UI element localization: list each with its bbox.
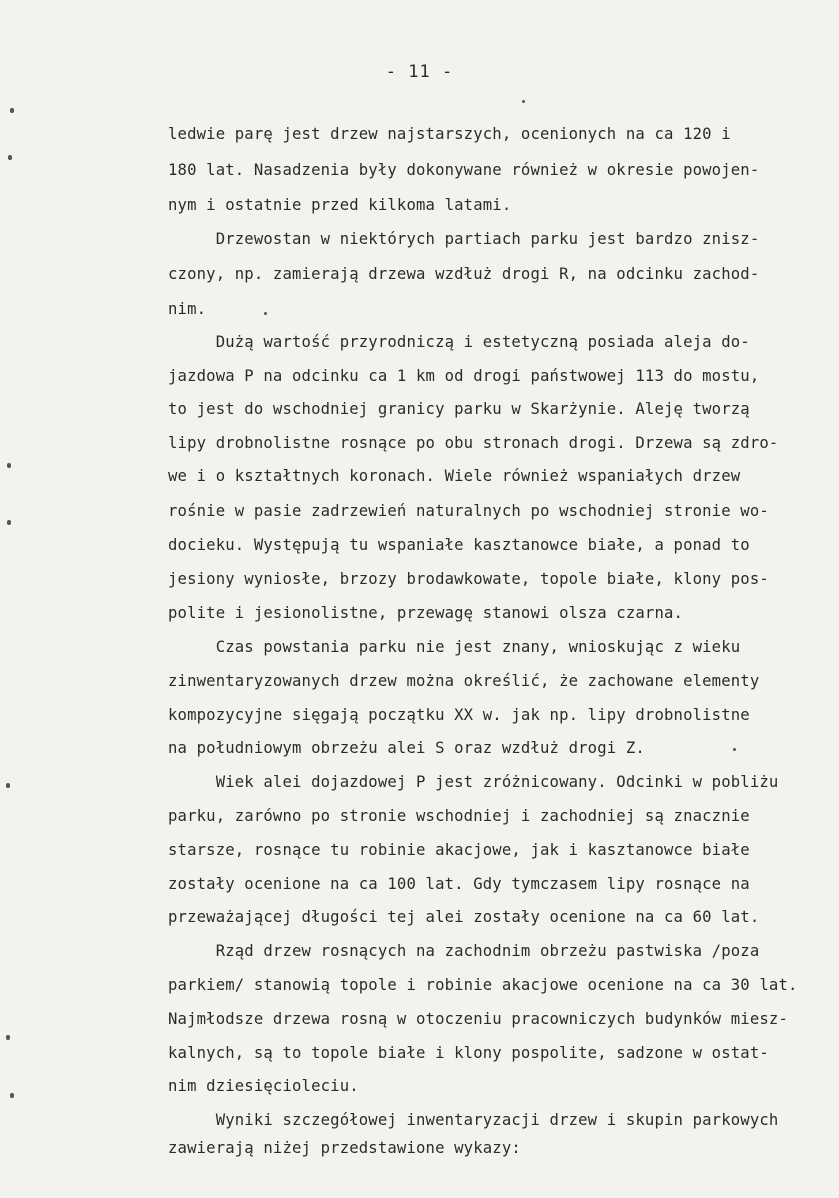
text-line: jazdowa P na odcinku ca 1 km od drogi państwowej 113 do mostu, [168, 367, 760, 385]
text-line: Wiek alei dojazdowej P jest zróżnicowany. Odcinki w pobliżu [168, 773, 779, 791]
scan-speck [6, 783, 10, 788]
text-line: przeważającej długości tej alei zostały ocenione na ca 60 lat. [168, 908, 760, 926]
text-line: na południowym obrzeżu alei S oraz wzdłuż drogi Z. [168, 739, 645, 757]
scan-speck [522, 100, 525, 103]
scan-speck [733, 748, 736, 751]
text-line: zinwentaryzowanych drzew można określić, że zachowane elementy [168, 672, 760, 690]
text-line: nim dziesięcioleciu. [168, 1077, 359, 1095]
text-line: we i o kształtnych koronach. Wiele również wspaniałych drzew [168, 467, 741, 485]
scan-speck [8, 155, 12, 160]
text-line: parkiem/ stanowią topole i robinie akacjowe ocenione na ca 30 lat. [168, 976, 798, 994]
text-line: starsze, rosnące tu robinie akacjowe, jak i kasztanowce białe [168, 841, 750, 859]
text-line: lipy drobnolistne rosnące po obu stronach drogi. Drzewa są zdro- [168, 434, 779, 452]
scan-speck [7, 463, 11, 468]
scan-speck [10, 1093, 14, 1098]
scan-speck [6, 1035, 10, 1040]
text-line: Drzewostan w niektórych partiach parku jest bardzo znisz- [168, 230, 760, 248]
text-line: docieku. Występują tu wspaniałe kasztanowce białe, a ponad to [168, 536, 750, 554]
text-line: Najmłodsze drzewa rosną w otoczeniu pracowniczych budynków miesz- [168, 1010, 788, 1028]
text-line: Wyniki szczegółowej inwentaryzacji drzew i skupin parkowych [168, 1111, 779, 1129]
text-line: czony, np. zamierają drzewa wzdłuż drogi R, na odcinku zachod- [168, 265, 760, 283]
text-line: kalnych, są to topole białe i klony pospolite, sadzone w ostat- [168, 1044, 769, 1062]
text-line: zawierają niżej przedstawione wykazy: [168, 1139, 521, 1157]
text-line: jesiony wyniosłe, brzozy brodawkowate, topole białe, klony pos- [168, 570, 769, 588]
text-line: Rząd drzew rosnących na zachodnim obrzeżu pastwiska /poza [168, 942, 760, 960]
page-number: - 11 - [385, 62, 454, 82]
scan-speck [264, 312, 267, 315]
text-line: kompozycyjne sięgają początku XX w. jak np. lipy drobnolistne [168, 706, 750, 724]
text-line: Czas powstania parku nie jest znany, wnioskując z wieku [168, 638, 741, 656]
text-line: polite i jesionolistne, przewagę stanowi olsza czarna. [168, 604, 684, 622]
text-line: nym i ostatnie przed kilkoma latami. [168, 196, 512, 214]
text-line: nim. [168, 300, 207, 318]
text-line: 180 lat. Nasadzenia były dokonywane również w okresie powojen- [168, 161, 760, 179]
text-line: ledwie parę jest drzew najstarszych, ocenionych na ca 120 i [168, 125, 731, 143]
text-line: parku, zarówno po stronie wschodniej i zachodniej są znacznie [168, 807, 750, 825]
text-line: rośnie w pasie zadrzewień naturalnych po wschodniej stronie wo- [168, 502, 769, 520]
text-line: to jest do wschodniej granicy parku w Skarżynie. Aleję tworzą [168, 400, 750, 418]
scan-speck [10, 108, 14, 113]
text-line: Dużą wartość przyrodniczą i estetyczną posiada aleja do- [168, 333, 750, 351]
scan-speck [7, 520, 11, 525]
text-line: zostały ocenione na ca 100 lat. Gdy tymczasem lipy rosnące na [168, 875, 750, 893]
